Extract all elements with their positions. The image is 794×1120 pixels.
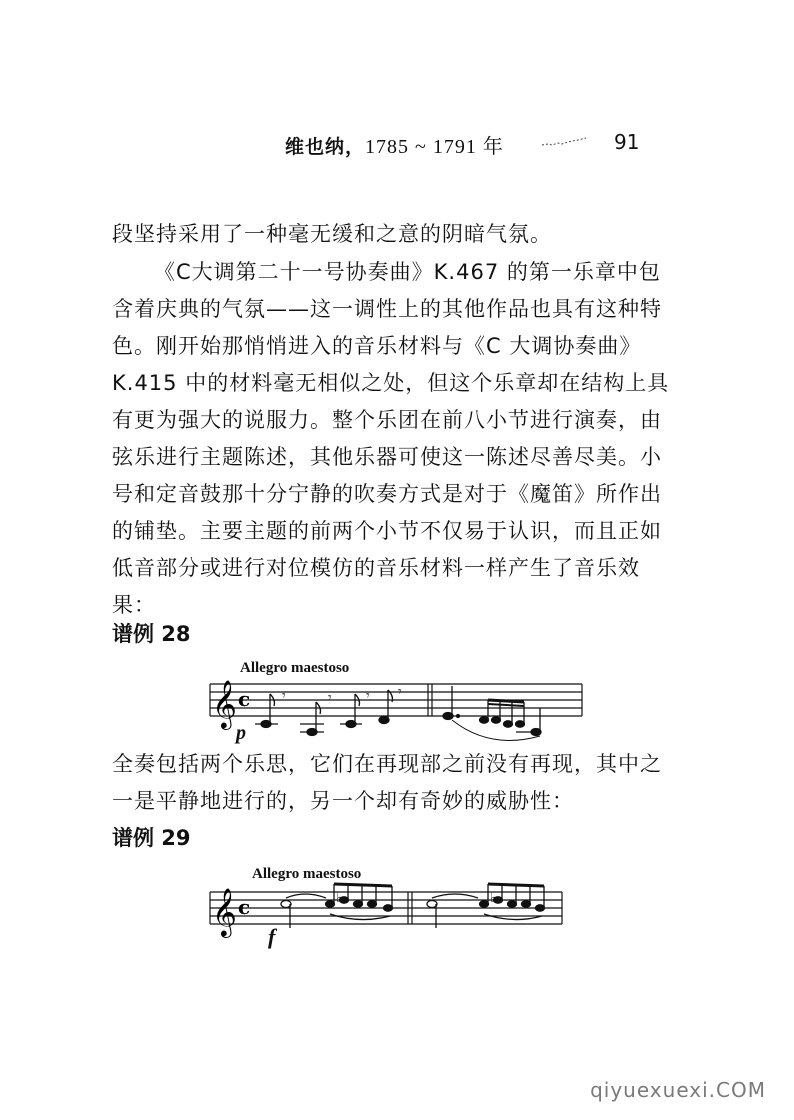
ink-smudge	[540, 136, 590, 148]
music-example-28	[200, 658, 590, 748]
tempo-marking: Allegro maestoso	[252, 866, 362, 882]
running-head	[285, 130, 504, 159]
svg-text:𝄾: 𝄾	[282, 688, 286, 704]
svg-text:c: c	[238, 895, 251, 919]
dynamic-marking: f	[268, 924, 276, 949]
staff-notation	[200, 658, 590, 748]
svg-text:c: c	[238, 687, 251, 711]
paragraph-3: 全奏包括两个乐思，它们在再现部之前没有再现，其中之一是平静地进行的，另一个却有奇妙的威胁性：	[112, 752, 662, 813]
svg-text:𝄾: 𝄾	[398, 684, 402, 700]
example-28-label: 谱例 28	[112, 622, 191, 646]
svg-text:♭: ♭	[336, 890, 343, 906]
music-example-29	[200, 862, 570, 952]
treble-clef-icon: 𝄞	[212, 887, 237, 936]
tempo-marking: Allegro maestoso	[240, 660, 350, 676]
svg-text:♭: ♭	[490, 890, 497, 906]
site-watermark: qiyuexuexi.COM	[590, 1078, 766, 1102]
svg-text:𝄾: 𝄾	[328, 690, 332, 706]
treble-clef-icon: 𝄞	[212, 679, 237, 728]
running-years: 1785 ~ 1791 年	[365, 136, 504, 158]
example-29-label: 谱例 29	[112, 826, 191, 850]
running-title: 维也纳，	[285, 136, 366, 158]
svg-text:𝄾: 𝄾	[366, 688, 370, 704]
page-number: 91	[614, 130, 640, 154]
page-header	[0, 128, 794, 158]
paragraph-2: 《C大调第二十一号协奏曲》K.467 的第一乐章中包含着庆典的气氛——这一调性上的其他作品也具有这种特色。刚开始那悄悄进入的音乐材料与《C 大调协奏曲》K.415 中的材料毫无相似之处，但这个乐章却在结构上具有更为强大的说服力。整个乐团在前八小节进行演奏，由弦乐进行主题陈述，其他乐器可使这一陈述尽善尽美。小号和定音鼓那十分宁静的吹奏方式是对于《魔笛》所作出的铺垫。主要主题的前两个小节不仅易于认识，而且正如低音部分或进行对位模仿的音乐材料一样产生了音乐效果：	[112, 260, 670, 617]
dynamic-marking: p	[236, 722, 246, 744]
paragraph-1: 段坚持采用了一种毫无缓和之意的阴暗气氛。	[112, 222, 552, 246]
staff-notation	[200, 862, 570, 952]
